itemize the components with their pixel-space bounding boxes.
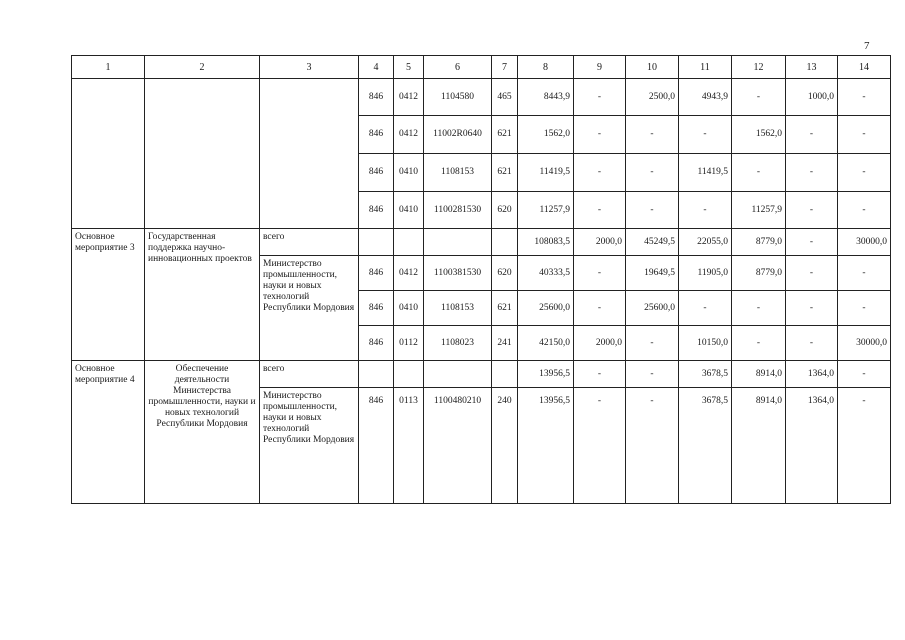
cell-col-14: 30000,0 <box>838 326 891 361</box>
measure-4-total-label: всего <box>260 361 359 388</box>
measure-3-ministry: Министерство промышленности, науки и новых технологий Республики Мордовия <box>260 256 359 361</box>
cell-col-5: 0412 <box>394 116 424 154</box>
table-row <box>72 229 891 256</box>
cell-col-13: - <box>786 256 838 291</box>
cell-col-11: - <box>679 192 732 229</box>
cell-col-12: 8779,0 <box>732 256 786 291</box>
cell-col-4: 846 <box>359 192 394 229</box>
column-header-1: 1 <box>72 56 145 79</box>
cell-col-7: 241 <box>492 326 518 361</box>
cell-col-7 <box>492 361 518 388</box>
column-header-14: 14 <box>838 56 891 79</box>
cell-col-5: 0412 <box>394 79 424 116</box>
cell-col-12: - <box>732 326 786 361</box>
cell-col-9: - <box>574 388 626 504</box>
cell-col-6: 1108153 <box>424 291 492 326</box>
cell-col-10: 19649,5 <box>626 256 679 291</box>
measure-4-label: Основное мероприятие 4 <box>72 361 145 504</box>
cell-col-14: - <box>838 256 891 291</box>
cell-col-4: 846 <box>359 256 394 291</box>
cell-col-11: 22055,0 <box>679 229 732 256</box>
cell-col-8: 1562,0 <box>518 116 574 154</box>
column-header-10: 10 <box>626 56 679 79</box>
measure-3-label: Основное мероприятие 3 <box>72 229 145 361</box>
cell-col-8: 25600,0 <box>518 291 574 326</box>
cell-col-5: 0113 <box>394 388 424 504</box>
cell-col-13: 1000,0 <box>786 79 838 116</box>
cell-col-6: 1100381530 <box>424 256 492 291</box>
cell-col-7: 621 <box>492 154 518 192</box>
column-header-4: 4 <box>359 56 394 79</box>
cell-col-10: - <box>626 192 679 229</box>
cell-empty <box>145 79 260 229</box>
cell-col-13: 1364,0 <box>786 361 838 388</box>
cell-col-14: - <box>838 154 891 192</box>
cell-col-11: 3678,5 <box>679 388 732 504</box>
cell-col-10: - <box>626 388 679 504</box>
cell-col-7: 621 <box>492 291 518 326</box>
cell-col-11: 11905,0 <box>679 256 732 291</box>
cell-col-8: 108083,5 <box>518 229 574 256</box>
table-row <box>72 361 891 388</box>
cell-col-9: - <box>574 154 626 192</box>
cell-col-5: 0410 <box>394 154 424 192</box>
cell-col-7: 620 <box>492 256 518 291</box>
cell-col-6: 1100480210 <box>424 388 492 504</box>
cell-col-4: 846 <box>359 79 394 116</box>
column-header-5: 5 <box>394 56 424 79</box>
cell-col-8: 13956,5 <box>518 361 574 388</box>
cell-col-5: 0412 <box>394 256 424 291</box>
cell-col-10: - <box>626 361 679 388</box>
column-header-6: 6 <box>424 56 492 79</box>
column-header-13: 13 <box>786 56 838 79</box>
cell-col-14: - <box>838 192 891 229</box>
cell-col-8: 40333,5 <box>518 256 574 291</box>
cell-col-11: 10150,0 <box>679 326 732 361</box>
cell-col-8: 11257,9 <box>518 192 574 229</box>
cell-col-10: - <box>626 326 679 361</box>
measure-3-total-label: всего <box>260 229 359 256</box>
cell-col-9: - <box>574 79 626 116</box>
page-number: 7 <box>864 40 870 52</box>
cell-col-4 <box>359 229 394 256</box>
measure-3-title: Государственная поддержка научно-инновационных проектов <box>145 229 260 361</box>
cell-col-12: 11257,9 <box>732 192 786 229</box>
cell-col-11: 3678,5 <box>679 361 732 388</box>
cell-col-8: 13956,5 <box>518 388 574 504</box>
cell-col-9: 2000,0 <box>574 326 626 361</box>
cell-col-5: 0410 <box>394 192 424 229</box>
cell-col-12: - <box>732 154 786 192</box>
cell-col-4: 846 <box>359 154 394 192</box>
cell-col-11: 11419,5 <box>679 154 732 192</box>
column-header-3: 3 <box>260 56 359 79</box>
cell-col-10: - <box>626 116 679 154</box>
cell-col-9: 2000,0 <box>574 229 626 256</box>
cell-col-11: - <box>679 291 732 326</box>
cell-col-4: 846 <box>359 326 394 361</box>
cell-col-12: - <box>732 79 786 116</box>
cell-col-12: 8914,0 <box>732 361 786 388</box>
cell-col-7: 620 <box>492 192 518 229</box>
cell-col-9: - <box>574 291 626 326</box>
cell-col-9: - <box>574 256 626 291</box>
measure-4-ministry: Министерство промышленности, науки и новых технологий Республики Мордовия <box>260 388 359 504</box>
cell-col-14: 30000,0 <box>838 229 891 256</box>
cell-col-4: 846 <box>359 116 394 154</box>
cell-col-8: 11419,5 <box>518 154 574 192</box>
cell-col-6: 1100281530 <box>424 192 492 229</box>
cell-col-12: 8914,0 <box>732 388 786 504</box>
cell-col-6: 1108023 <box>424 326 492 361</box>
cell-col-4: 846 <box>359 291 394 326</box>
cell-col-7: 465 <box>492 79 518 116</box>
table-row <box>72 79 891 116</box>
cell-col-10: 45249,5 <box>626 229 679 256</box>
cell-col-6: 11002R0640 <box>424 116 492 154</box>
column-header-2: 2 <box>145 56 260 79</box>
cell-col-12: 8779,0 <box>732 229 786 256</box>
column-header-7: 7 <box>492 56 518 79</box>
cell-col-9: - <box>574 116 626 154</box>
cell-col-13: - <box>786 154 838 192</box>
cell-col-10: 25600,0 <box>626 291 679 326</box>
cell-col-6 <box>424 361 492 388</box>
cell-col-13: - <box>786 116 838 154</box>
cell-empty <box>72 79 145 229</box>
column-header-12: 12 <box>732 56 786 79</box>
cell-col-13: - <box>786 229 838 256</box>
cell-col-7: 621 <box>492 116 518 154</box>
cell-col-14: - <box>838 116 891 154</box>
cell-col-4 <box>359 361 394 388</box>
cell-col-6: 1108153 <box>424 154 492 192</box>
cell-col-5: 0410 <box>394 291 424 326</box>
cell-col-9: - <box>574 361 626 388</box>
cell-col-14: - <box>838 388 891 504</box>
cell-empty <box>260 79 359 229</box>
cell-col-12: 1562,0 <box>732 116 786 154</box>
column-header-11: 11 <box>679 56 732 79</box>
cell-col-14: - <box>838 79 891 116</box>
column-header-9: 9 <box>574 56 626 79</box>
measure-4-title: Обеспечение деятельности Министерства промышленности, науки и новых технологий Республики Мордовия <box>145 361 260 504</box>
cell-col-10: - <box>626 154 679 192</box>
cell-col-6 <box>424 229 492 256</box>
column-header-8: 8 <box>518 56 574 79</box>
cell-col-6: 1104580 <box>424 79 492 116</box>
cell-col-10: 2500,0 <box>626 79 679 116</box>
cell-col-5 <box>394 361 424 388</box>
cell-col-14: - <box>838 291 891 326</box>
cell-col-12: - <box>732 291 786 326</box>
cell-col-13: 1364,0 <box>786 388 838 504</box>
cell-col-13: - <box>786 326 838 361</box>
cell-col-11: - <box>679 116 732 154</box>
cell-col-13: - <box>786 291 838 326</box>
cell-col-7: 240 <box>492 388 518 504</box>
cell-col-5 <box>394 229 424 256</box>
cell-col-14: - <box>838 361 891 388</box>
cell-col-7 <box>492 229 518 256</box>
cell-col-5: 0112 <box>394 326 424 361</box>
cell-col-11: 4943,9 <box>679 79 732 116</box>
cell-col-8: 42150,0 <box>518 326 574 361</box>
budget-table <box>71 55 891 504</box>
header-row <box>72 56 891 79</box>
cell-col-13: - <box>786 192 838 229</box>
cell-col-9: - <box>574 192 626 229</box>
cell-col-4: 846 <box>359 388 394 504</box>
cell-col-8: 8443,9 <box>518 79 574 116</box>
